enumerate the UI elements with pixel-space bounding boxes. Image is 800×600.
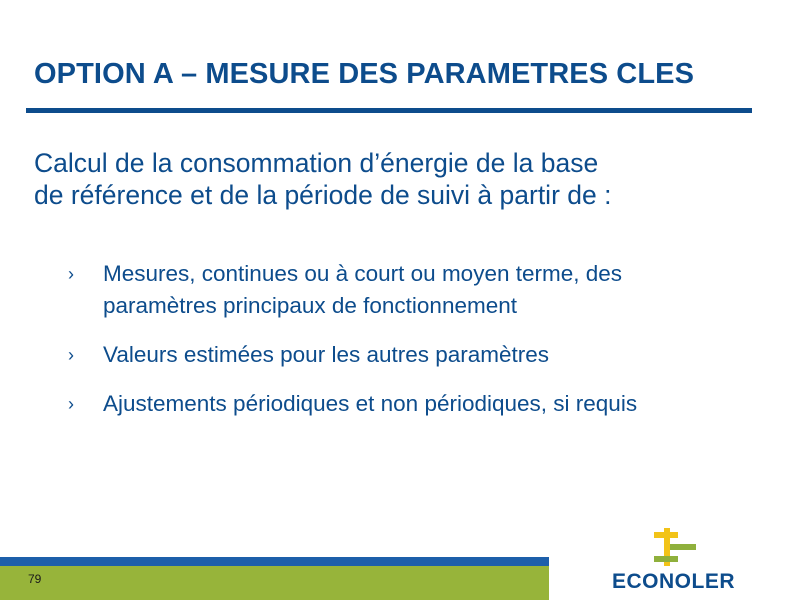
footer-green-band bbox=[0, 566, 549, 600]
econoler-logo-icon bbox=[654, 528, 696, 566]
title-divider bbox=[26, 108, 752, 113]
bullet-list bbox=[68, 258, 768, 437]
bullet-text-line: Valeurs estimées pour les autres paramètres bbox=[103, 342, 550, 367]
bullet-item bbox=[68, 388, 768, 420]
intro-text bbox=[34, 147, 764, 211]
bullet-text-line: Ajustements périodiques et non périodiques, si requis bbox=[103, 391, 638, 416]
bullet-text-line: Mesures, continues ou à court ou moyen terme, des bbox=[103, 261, 623, 286]
slide-title: OPTION A – MESURE DES PARAMETRES CLES bbox=[34, 58, 695, 90]
bullet-item bbox=[68, 339, 768, 371]
footer-blue-stripe bbox=[0, 557, 549, 566]
bullet-item bbox=[68, 258, 768, 322]
bullet-marker: › bbox=[68, 345, 74, 365]
intro-line-1: Calcul de la consommation d’énergie de la base bbox=[34, 148, 599, 178]
bullet-marker: › bbox=[68, 264, 74, 284]
logo-wordmark: ECONOLER bbox=[612, 570, 736, 593]
page-number: 79 bbox=[28, 572, 42, 586]
bullet-text-line: paramètres principaux de fonctionnement bbox=[103, 293, 517, 318]
intro-line-2: de référence et de la période de suivi à partir de : bbox=[34, 180, 612, 210]
bullet-marker: › bbox=[68, 394, 74, 414]
